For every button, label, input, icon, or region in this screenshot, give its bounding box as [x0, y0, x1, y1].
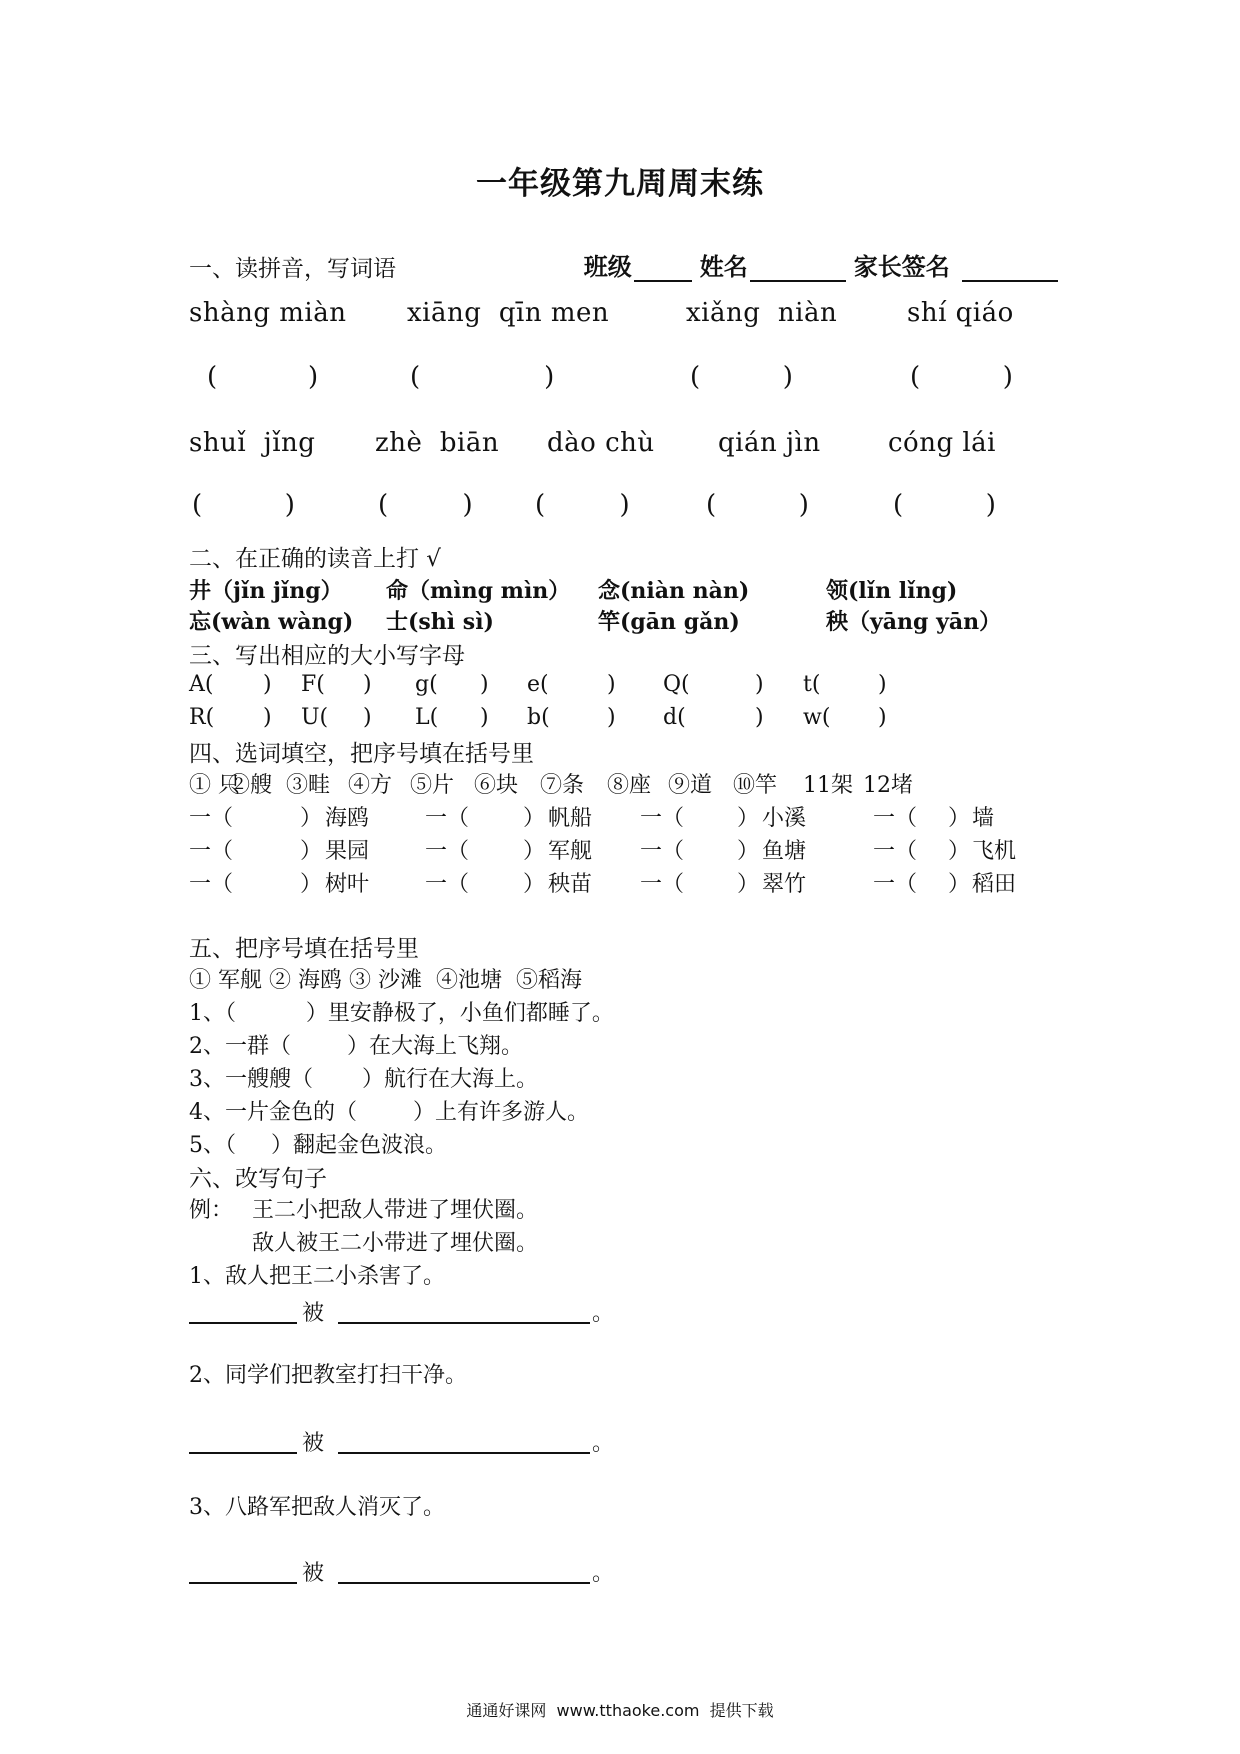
answer-paren: ( )	[207, 362, 319, 392]
reading-item: 忘(wàn wàng)	[189, 609, 354, 635]
section1-heading: 一、读拼音，写词语	[189, 256, 396, 282]
measure-blank-close: ）	[737, 806, 760, 831]
noun-word: 稻田	[972, 872, 1017, 897]
letter-prompt: g(	[415, 672, 438, 697]
letter-close-paren: )	[878, 672, 887, 697]
section3-heading: 三、写出相应的大小写字母	[189, 643, 465, 669]
letter-close-paren: )	[755, 705, 764, 730]
answer-line	[338, 1452, 590, 1454]
letter-close-paren: )	[480, 705, 489, 730]
measure-word-option: ③畦	[286, 773, 331, 798]
answer-paren: ( )	[410, 362, 555, 392]
rewrite-question: 1、敌人把王二小杀害了。	[189, 1264, 445, 1289]
letter-prompt: U(	[301, 705, 329, 730]
section2-heading: 二、在正确的读音上打 √	[189, 546, 441, 572]
measure-blank-close: ）	[737, 839, 760, 864]
pinyin-item: shàng miàn	[189, 298, 347, 328]
letter-close-paren: )	[607, 672, 616, 697]
letter-close-paren: )	[480, 672, 489, 697]
answer-line	[189, 1582, 297, 1584]
noun-word: 树叶	[325, 872, 370, 897]
parent-signature-blank	[962, 254, 1058, 282]
bei-word: 被	[302, 1561, 325, 1586]
answer-paren: ( )	[893, 490, 996, 520]
name-label: 姓名	[699, 252, 748, 281]
class-label: 班级	[583, 252, 632, 281]
pinyin-item: xiāng qīn men	[407, 298, 610, 328]
bei-word: 被	[302, 1431, 325, 1456]
reading-item: 竿(gān gǎn)	[598, 609, 740, 635]
reading-item: 命（mìng mìn）	[386, 578, 571, 604]
noun-word: 军舰	[548, 839, 593, 864]
answer-line	[338, 1322, 590, 1324]
measure-blank-open: 一（	[640, 872, 685, 897]
measure-blank-open: 一（	[425, 872, 470, 897]
measure-blank-close: ）	[300, 872, 323, 897]
measure-word-option: ⑥块	[474, 773, 519, 798]
letter-prompt: b(	[527, 705, 550, 730]
measure-word-option: ⑨道	[668, 773, 713, 798]
measure-blank-open: 一（	[873, 872, 918, 897]
example-sentence: 敌人被王二小带进了埋伏圈。	[252, 1231, 539, 1256]
section6-heading: 六、改写句子	[189, 1166, 327, 1192]
name-blank	[750, 254, 846, 282]
letter-prompt: e(	[527, 672, 549, 697]
letter-prompt: d(	[663, 705, 686, 730]
measure-word-option: ④方	[348, 773, 393, 798]
measure-blank-close: ）	[300, 806, 323, 831]
reading-item: 士(shì sì)	[386, 609, 494, 635]
measure-blank-open: 一（	[425, 839, 470, 864]
pinyin-item: dào chù	[547, 428, 655, 458]
reading-item: 秧（yāng yān）	[826, 609, 1002, 635]
letter-prompt: F(	[301, 672, 325, 697]
student-info	[567, 218, 1066, 282]
pinyin-item: zhè biān	[375, 428, 500, 458]
rewrite-question: 3、八路军把敌人消灭了。	[189, 1495, 445, 1520]
measure-word-option: ⑩竿	[733, 773, 778, 798]
section4-heading: 四、选词填空，把序号填在括号里	[189, 741, 534, 767]
letter-prompt: t(	[803, 672, 821, 697]
measure-blank-open: 一（	[189, 872, 234, 897]
pinyin-item: xiǎng niàn	[686, 298, 838, 328]
bei-word: 被	[302, 1301, 325, 1326]
letter-close-paren: )	[263, 672, 272, 697]
measure-blank-close: ）	[737, 872, 760, 897]
answer-paren: ( )	[706, 490, 809, 520]
period: 。	[592, 1301, 615, 1326]
measure-blank-close: ）	[948, 806, 971, 831]
pinyin-item: shuǐ jǐng	[189, 428, 316, 458]
noun-word: 果园	[325, 839, 370, 864]
measure-blank-open: 一（	[640, 806, 685, 831]
noun-options: ① 军舰 ② 海鸥 ③ 沙滩 ④池塘 ⑤稻海	[189, 968, 582, 993]
reading-item: 井（jǐn jǐng）	[189, 578, 343, 604]
measure-word-option: ⑤片	[410, 773, 455, 798]
letter-close-paren: )	[607, 705, 616, 730]
pinyin-item: shí qiáo	[907, 298, 1014, 328]
section5-heading: 五、把序号填在括号里	[189, 936, 419, 962]
letter-close-paren: )	[363, 705, 372, 730]
answer-line	[338, 1582, 590, 1584]
fill-sentence: 2、一群（ ）在大海上飞翔。	[189, 1034, 523, 1059]
measure-blank-close: ）	[948, 839, 971, 864]
letter-prompt: L(	[415, 705, 439, 730]
noun-word: 小溪	[762, 806, 807, 831]
noun-word: 海鸥	[325, 806, 370, 831]
measure-blank-close: ）	[523, 806, 546, 831]
fill-sentence: 4、一片金色的（ ）上有许多游人。	[189, 1100, 589, 1125]
measure-blank-open: 一（	[189, 839, 234, 864]
measure-word-option: ⑦条	[540, 773, 585, 798]
letter-prompt: A(	[189, 672, 214, 697]
example-label: 例：	[189, 1198, 234, 1223]
measure-blank-open: 一（	[640, 839, 685, 864]
class-blank	[634, 254, 692, 282]
page-title: 一年级第九周周末练	[476, 166, 764, 202]
noun-word: 翠竹	[762, 872, 807, 897]
letter-prompt: Q(	[663, 672, 690, 697]
noun-word: 帆船	[548, 806, 593, 831]
example-sentence: 王二小把敌人带进了埋伏圈。	[252, 1198, 539, 1223]
measure-blank-close: ）	[523, 839, 546, 864]
answer-line	[189, 1452, 297, 1454]
fill-sentence: 1、（ ）里安静极了，小鱼们都睡了。	[189, 1001, 614, 1026]
measure-word-option: ②艘	[228, 773, 273, 798]
noun-word: 飞机	[972, 839, 1017, 864]
letter-close-paren: )	[755, 672, 764, 697]
fill-sentence: 3、一艘艘（ ）航行在大海上。	[189, 1067, 538, 1092]
letter-close-paren: )	[263, 705, 272, 730]
measure-word-option: ⑧座	[607, 773, 652, 798]
letter-close-paren: )	[363, 672, 372, 697]
noun-word: 鱼塘	[762, 839, 807, 864]
answer-paren: ( )	[910, 362, 1013, 392]
period: 。	[592, 1431, 615, 1456]
reading-item: 领(lǐn lǐng)	[826, 578, 958, 604]
measure-word-option: ① 只	[189, 773, 240, 798]
noun-word: 秧苗	[548, 872, 593, 897]
answer-paren: ( )	[378, 490, 473, 520]
answer-line	[189, 1322, 297, 1324]
footer-credit: 通通好课网 www.tthaoke.com 提供下载	[466, 1701, 774, 1720]
pinyin-item: cóng lái	[888, 428, 996, 458]
pinyin-item: qián jìn	[718, 428, 821, 458]
letter-close-paren: )	[878, 705, 887, 730]
answer-paren: ( )	[535, 490, 630, 520]
letter-prompt: w(	[803, 705, 831, 730]
measure-word-option: 11架	[803, 773, 853, 798]
answer-paren: ( )	[192, 490, 295, 520]
measure-word-option: 12堵	[863, 773, 913, 798]
parent-signature-label: 家长签名	[853, 252, 950, 281]
measure-blank-open: 一（	[873, 806, 918, 831]
measure-blank-open: 一（	[873, 839, 918, 864]
reading-item: 念(niàn nàn)	[598, 578, 750, 604]
measure-blank-close: ）	[948, 872, 971, 897]
letter-prompt: R(	[189, 705, 215, 730]
measure-blank-close: ）	[300, 839, 323, 864]
noun-word: 墙	[972, 806, 995, 831]
measure-blank-close: ）	[523, 872, 546, 897]
answer-paren: ( )	[690, 362, 793, 392]
measure-blank-open: 一（	[189, 806, 234, 831]
rewrite-question: 2、同学们把教室打扫干净。	[189, 1363, 467, 1388]
measure-blank-open: 一（	[425, 806, 470, 831]
fill-sentence: 5、（ ）翻起金色波浪。	[189, 1133, 447, 1158]
period: 。	[592, 1561, 615, 1586]
